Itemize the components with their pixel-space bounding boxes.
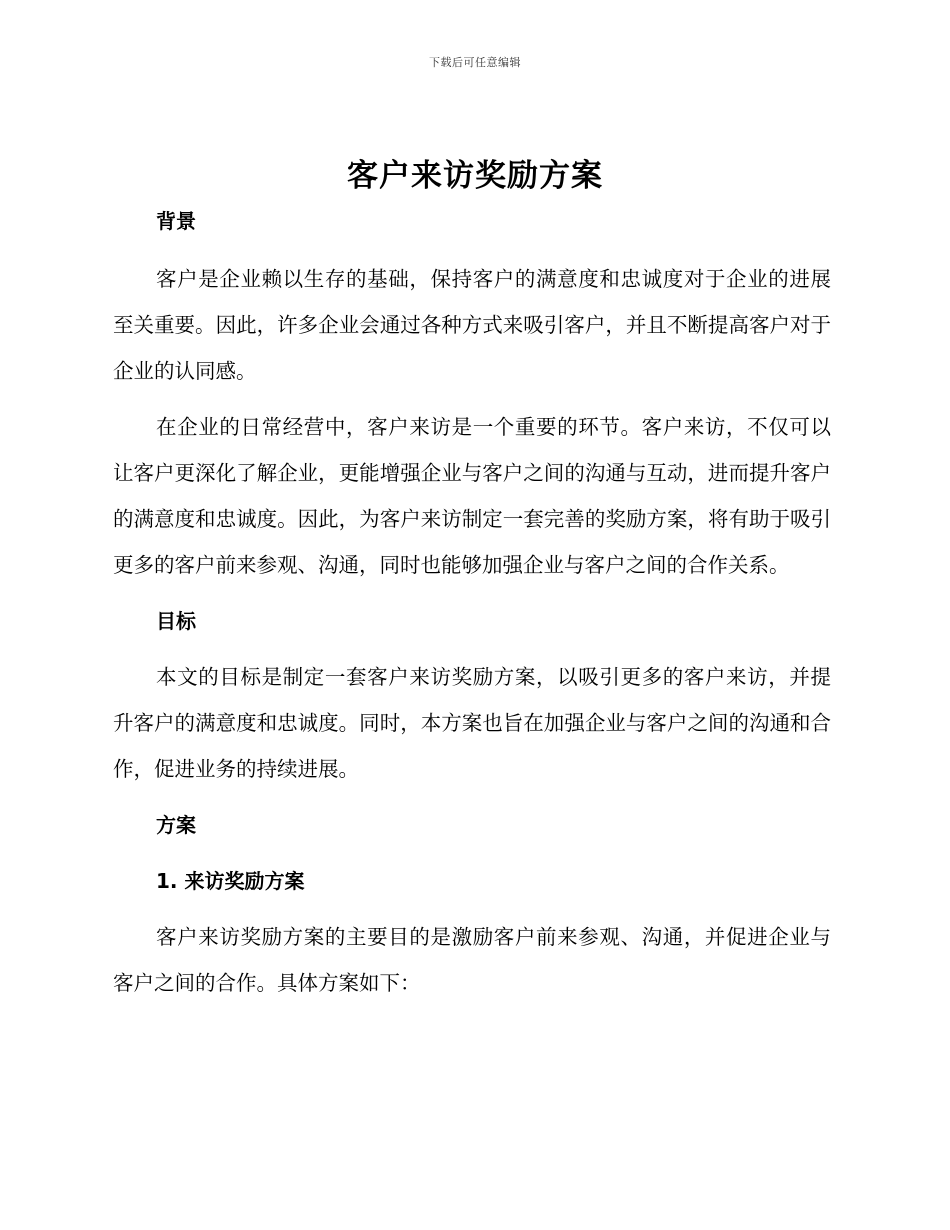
- page-header-note: 下载后可任意编辑: [429, 56, 521, 69]
- paragraph-background-2: 在企业的日常经营中，客户来访是一个重要的环节。客户来访，不仅可以让客户更深化了解企业，更能增强企业与客户之间的沟通与互动，进而提升客户的满意度和忠诚度。因此，为客户来访制定一套完善的奖励方案，将有助于吸引更多的客户前来参观、沟通，同时也能够加强企业与客户之间的合作关系。: [113, 415, 831, 577]
- paragraph-background-1: 客户是企业赖以生存的基础，保持客户的满意度和忠诚度对于企业的进展至关重要。因此，许多企业会通过各种方式来吸引客户，并且不断提高客户对于企业的认同感。: [113, 267, 831, 383]
- paragraph-visit-reward-1: 客户来访奖励方案的主要目的是激励客户前来参观、沟通，并促进企业与客户之间的合作。具体方案如下：: [113, 925, 831, 995]
- document-title: 客户来访奖励方案: [347, 158, 603, 194]
- section-heading-goal: 目标: [156, 609, 196, 633]
- section-heading-plan: 方案: [156, 813, 196, 837]
- paragraph-goal-1: 本文的目标是制定一套客户来访奖励方案，以吸引更多的客户来访，并提升客户的满意度和忠诚度。同时，本方案也旨在加强企业与客户之间的沟通和合作，促进业务的持续进展。: [113, 665, 831, 781]
- document-body: [113, 198, 831, 1006]
- section-heading-background: 背景: [156, 209, 196, 233]
- subsection-heading-visit-reward: 1. 来访奖励方案: [156, 869, 305, 893]
